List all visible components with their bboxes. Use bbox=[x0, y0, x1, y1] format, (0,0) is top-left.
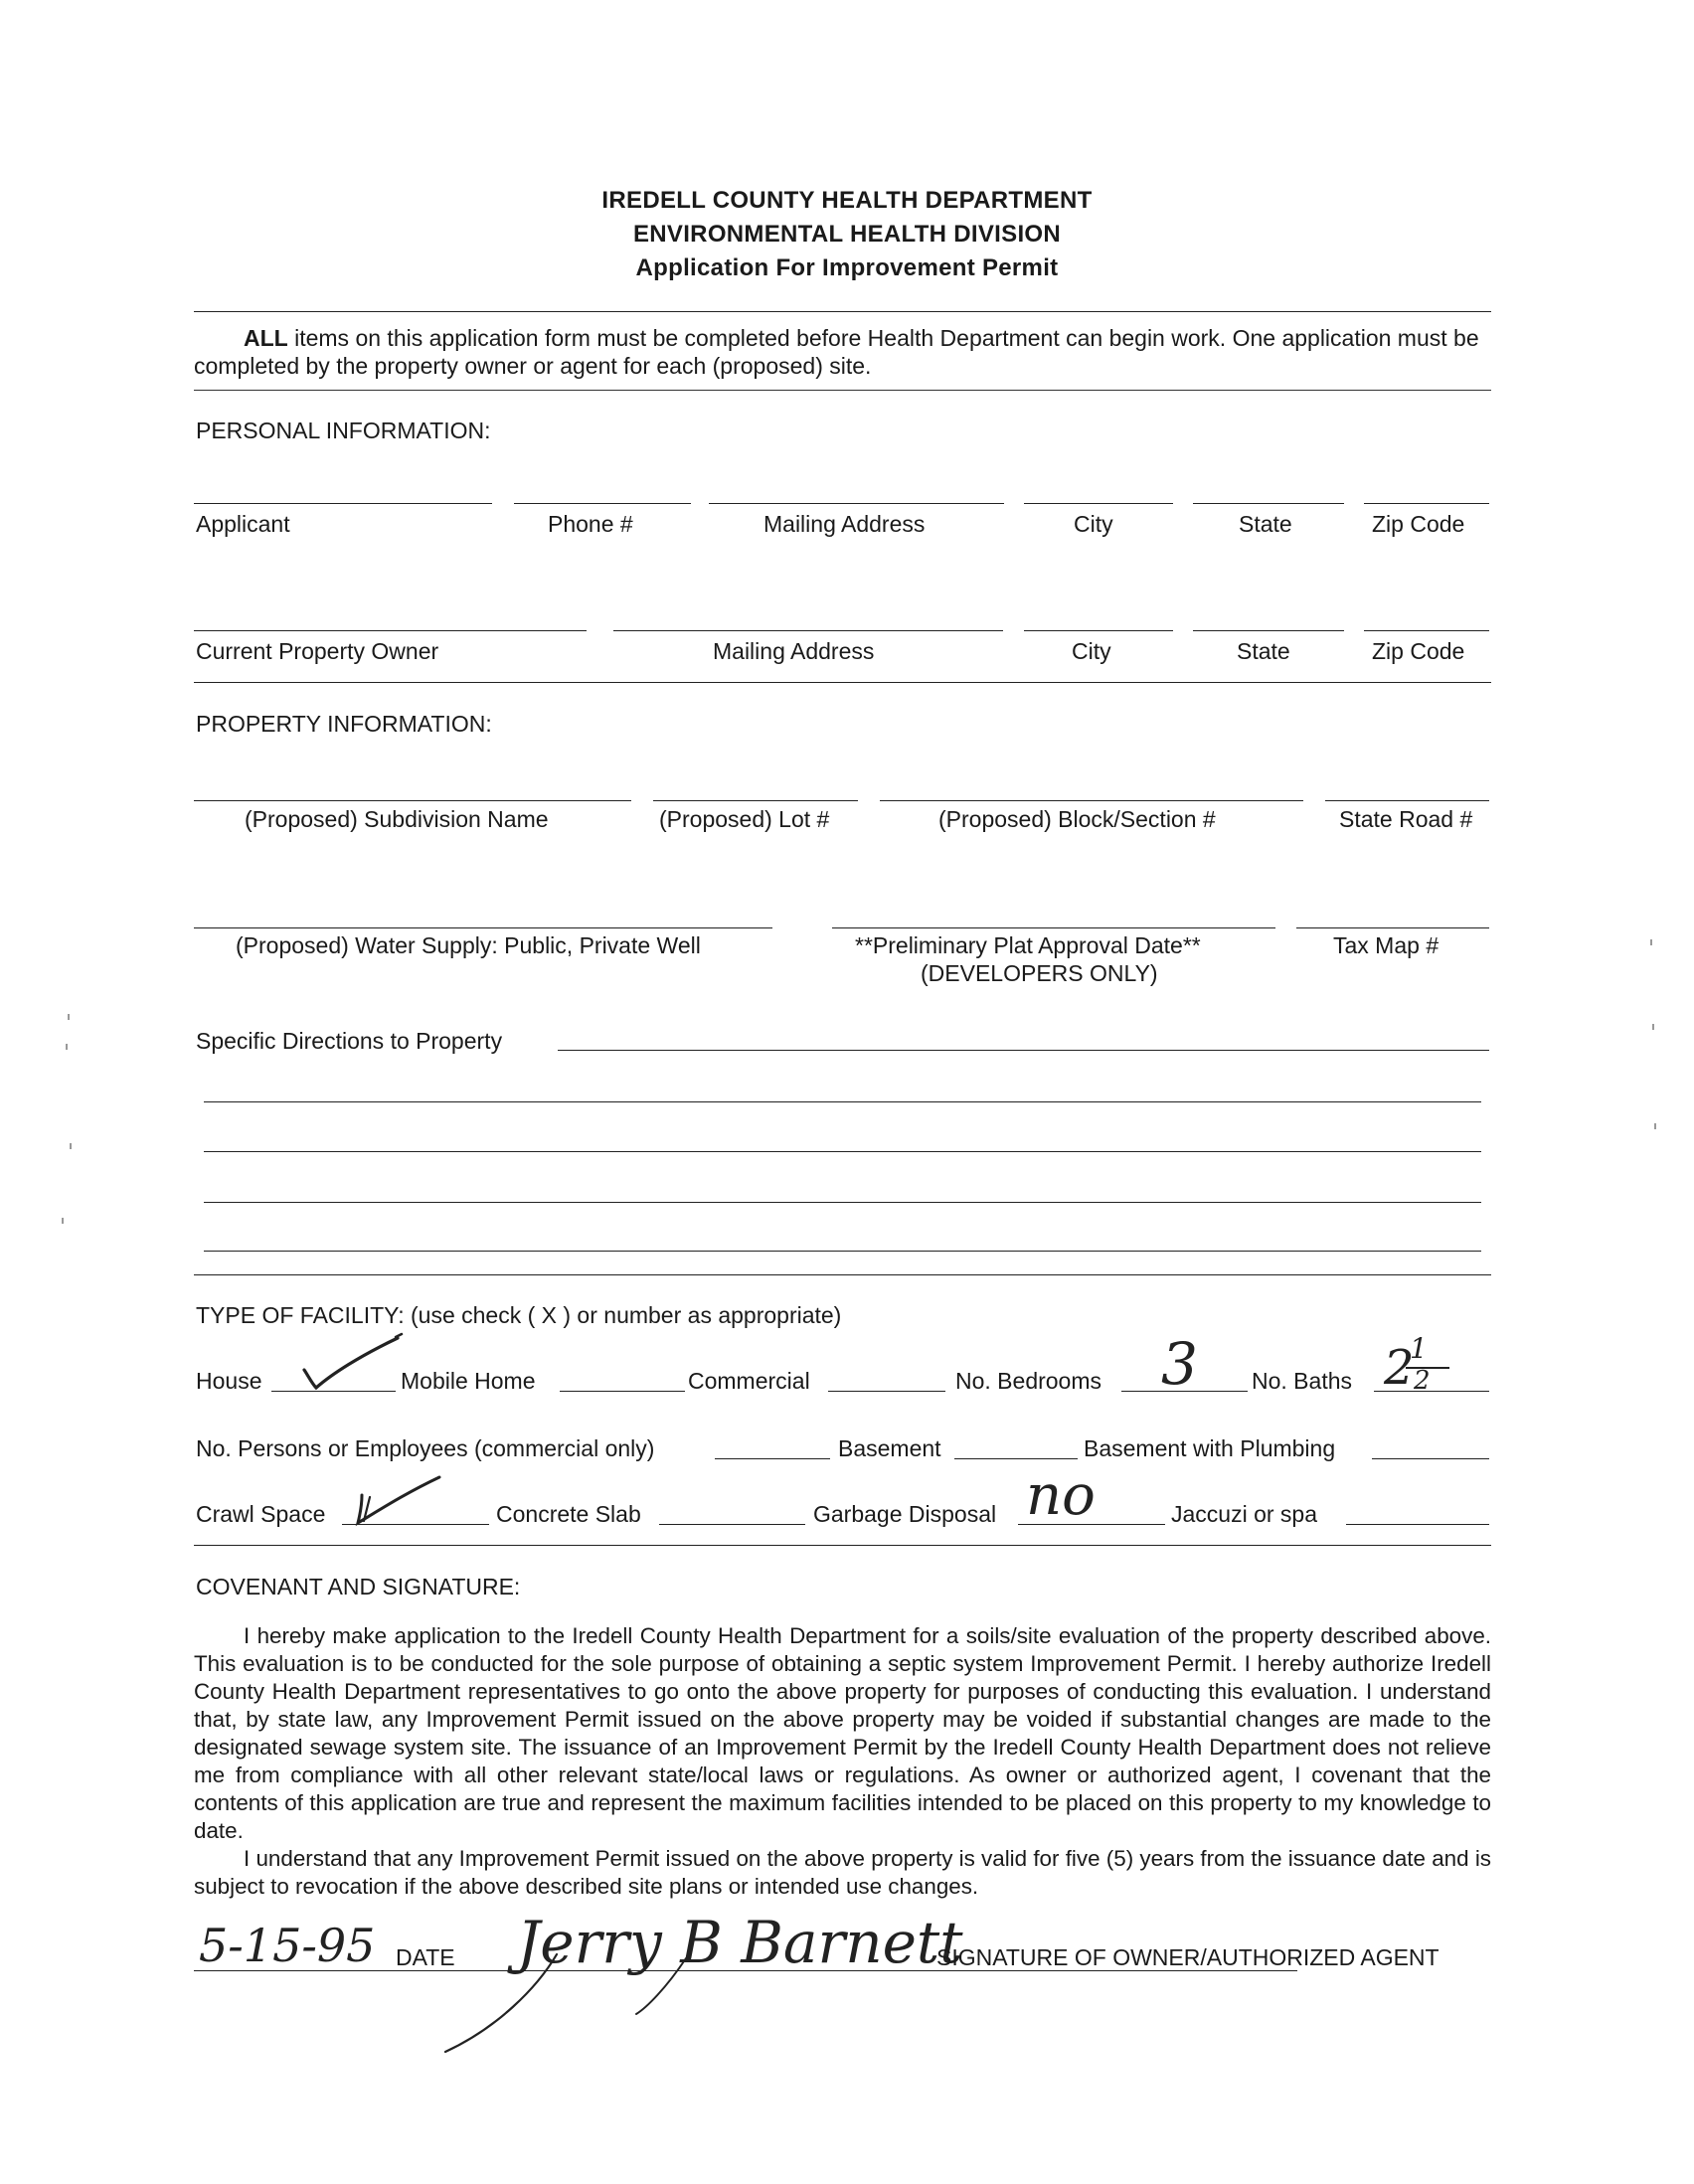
owner-state-field[interactable] bbox=[1193, 630, 1344, 631]
covenant-paragraph-1: I hereby make application to the Iredell County Health Department for a soils/site evaluation of the property described above. This evaluation is to be conducted for the sole purpose of obtaining a septic system Improvement Permit. I hereby authorize Iredell County Health Department representatives to go onto the above property for purposes of conducting this evaluation. I understand that, by state law, any Improvement Permit issued on the above property may be voided if substantial changes are made to the designated sewage system site. The issuance of an Improvement Permit by the Iredell County Health Department does not relieve me from compliance with all other relevant state/local laws or regulations. As owner or authorized agent, I covenant that the contents of this application are true and represent the maximum facilities intended to be placed on this property to my knowledge to date. bbox=[194, 1623, 1491, 1843]
basement-label: Basement bbox=[838, 1435, 941, 1461]
water-supply-label: (Proposed) Water Supply: Public, Private Well bbox=[236, 932, 701, 958]
owner-mailing-address-label: Mailing Address bbox=[713, 638, 875, 664]
owner-zip-label: Zip Code bbox=[1372, 638, 1465, 664]
scan-speck bbox=[70, 1143, 72, 1149]
covenant-paragraph-2: I understand that any Improvement Permit issued on the above property is valid for five (5) years from the issuance date and is subject to revocation if the above described site plans or intended use changes. bbox=[194, 1846, 1491, 1899]
personal-rule bbox=[194, 682, 1491, 683]
subdivision-field[interactable] bbox=[194, 800, 631, 801]
water-supply-field[interactable] bbox=[194, 927, 772, 928]
owner-city-label: City bbox=[1072, 638, 1111, 664]
applicant-label: Applicant bbox=[196, 511, 290, 537]
owner-city-field[interactable] bbox=[1024, 630, 1173, 631]
garbage-disposal-handwritten: no bbox=[1026, 1463, 1096, 1528]
directions-label: Specific Directions to Property bbox=[196, 1028, 503, 1054]
scan-speck bbox=[1650, 939, 1652, 945]
developers-only-label: (DEVELOPERS ONLY) bbox=[921, 960, 1158, 986]
baths-fraction-numerator: 1 bbox=[1410, 1332, 1428, 1365]
scan-speck bbox=[62, 1218, 64, 1224]
tax-map-field[interactable] bbox=[1296, 927, 1489, 928]
jacuzzi-field[interactable] bbox=[1346, 1524, 1489, 1525]
mailing-address-field[interactable] bbox=[709, 503, 1004, 504]
phone-label: Phone # bbox=[548, 511, 633, 537]
lot-label: (Proposed) Lot # bbox=[659, 806, 830, 832]
scan-speck bbox=[68, 1014, 70, 1020]
commercial-field[interactable] bbox=[828, 1391, 945, 1392]
plat-approval-label: **Preliminary Plat Approval Date** bbox=[855, 932, 1201, 958]
persons-field[interactable] bbox=[715, 1458, 830, 1459]
persons-label: No. Persons or Employees (commercial only) bbox=[196, 1435, 655, 1461]
intro-text bbox=[194, 324, 1491, 380]
date-handwritten: 5-15-95 bbox=[199, 1919, 376, 1972]
garbage-disposal-label: Garbage Disposal bbox=[813, 1501, 997, 1527]
state-field[interactable] bbox=[1193, 503, 1344, 504]
directions-line-2[interactable] bbox=[204, 1101, 1481, 1102]
owner-zip-field[interactable] bbox=[1364, 630, 1489, 631]
owner-mailing-address-field[interactable] bbox=[613, 630, 1003, 631]
block-section-field[interactable] bbox=[880, 800, 1303, 801]
owner-label: Current Property Owner bbox=[196, 638, 439, 664]
covenant-heading: COVENANT AND SIGNATURE: bbox=[196, 1574, 521, 1599]
baths-fraction-denominator: 2 bbox=[1414, 1366, 1431, 1396]
zip-field[interactable] bbox=[1364, 503, 1489, 504]
bedrooms-handwritten: 3 bbox=[1161, 1330, 1198, 1398]
state-road-label: State Road # bbox=[1339, 806, 1473, 832]
crawl-space-check-mark bbox=[348, 1475, 447, 1527]
facility-rule bbox=[194, 1545, 1491, 1546]
intro-bold: ALL bbox=[244, 325, 288, 351]
block-section-label: (Proposed) Block/Section # bbox=[938, 806, 1216, 832]
facility-heading: TYPE OF FACILITY: (use check ( X ) or number as appropriate) bbox=[196, 1302, 842, 1328]
signature-handwritten: Jerry B Barnett bbox=[517, 1909, 963, 1976]
zip-label: Zip Code bbox=[1372, 511, 1465, 537]
owner-field[interactable] bbox=[194, 630, 587, 631]
covenant-text bbox=[194, 1622, 1491, 1901]
baths-label: No. Baths bbox=[1252, 1368, 1352, 1394]
directions-line-5[interactable] bbox=[204, 1251, 1481, 1252]
concrete-slab-label: Concrete Slab bbox=[496, 1501, 641, 1527]
owner-state-label: State bbox=[1237, 638, 1290, 664]
header-rule bbox=[194, 311, 1491, 312]
state-road-field[interactable] bbox=[1325, 800, 1489, 801]
baths-whole-handwritten: 2 bbox=[1384, 1340, 1415, 1396]
plat-approval-date-field[interactable] bbox=[832, 927, 1275, 928]
city-label: City bbox=[1074, 511, 1113, 537]
house-label: House bbox=[196, 1368, 262, 1394]
property-heading: PROPERTY INFORMATION: bbox=[196, 711, 492, 737]
phone-field[interactable] bbox=[514, 503, 691, 504]
directions-line-4[interactable] bbox=[204, 1202, 1481, 1203]
applicant-field[interactable] bbox=[194, 503, 492, 504]
signature-flourish bbox=[437, 1948, 696, 2058]
tax-map-label: Tax Map # bbox=[1333, 932, 1440, 958]
jacuzzi-label: Jaccuzi or spa bbox=[1171, 1501, 1318, 1527]
personal-heading: PERSONAL INFORMATION: bbox=[196, 418, 491, 443]
scan-speck bbox=[1654, 1123, 1656, 1129]
concrete-slab-field[interactable] bbox=[659, 1524, 805, 1525]
commercial-label: Commercial bbox=[688, 1368, 810, 1394]
mailing-address-label: Mailing Address bbox=[763, 511, 926, 537]
header-department: IREDELL COUNTY HEALTH DEPARTMENT bbox=[601, 187, 1093, 214]
header-form-title: Application For Improvement Permit bbox=[635, 254, 1059, 281]
property-rule bbox=[194, 1274, 1491, 1275]
basement-plumbing-label: Basement with Plumbing bbox=[1084, 1435, 1336, 1461]
city-field[interactable] bbox=[1024, 503, 1173, 504]
house-check-mark bbox=[298, 1332, 408, 1392]
signature-label: SIGNATURE OF OWNER/AUTHORIZED AGENT bbox=[936, 1944, 1440, 1970]
state-label: State bbox=[1239, 511, 1292, 537]
mobile-home-field[interactable] bbox=[560, 1391, 685, 1392]
basement-field[interactable] bbox=[954, 1458, 1078, 1459]
lot-field[interactable] bbox=[653, 800, 858, 801]
scan-speck bbox=[1652, 1024, 1654, 1030]
header-division: ENVIRONMENTAL HEALTH DIVISION bbox=[632, 221, 1062, 248]
bedrooms-label: No. Bedrooms bbox=[955, 1368, 1102, 1394]
intro-rule bbox=[194, 390, 1491, 391]
mobile-home-label: Mobile Home bbox=[401, 1368, 536, 1394]
intro-rest: items on this application form must be completed before Health Department can begin work. One application must be completed by the property owner or agent for each (proposed) site. bbox=[194, 325, 1479, 379]
scan-speck bbox=[66, 1044, 68, 1050]
date-label: DATE bbox=[396, 1944, 455, 1970]
crawl-space-label: Crawl Space bbox=[196, 1501, 326, 1527]
directions-line-3[interactable] bbox=[204, 1151, 1481, 1152]
subdivision-label: (Proposed) Subdivision Name bbox=[245, 806, 549, 832]
directions-field[interactable] bbox=[558, 1050, 1489, 1051]
basement-plumbing-field[interactable] bbox=[1372, 1458, 1489, 1459]
